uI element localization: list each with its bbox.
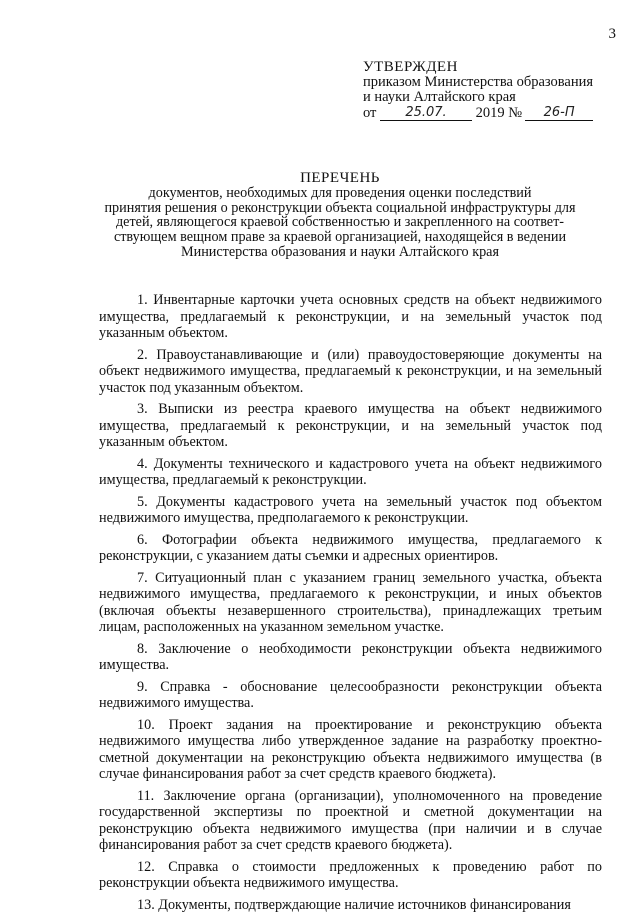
handwritten-date: 25.07. [380,105,472,121]
list-item: 12. Справка о стоимости предложенных к проведению работ по реконструкции объекта недвижимого имущества. [99,858,602,891]
list-item: 2. Правоустанавливающие и (или) правоудостоверяющие документы на объект недвижимого имущества, предлагаемый к реконструкции, и на земельный участок под указанным объектом. [99,346,602,396]
heading-line-1: документов, необходимых для проведения оценки последствий [148,184,532,201]
handwritten-order-number: 26-П [525,105,593,121]
list-item: 4. Документы технического и кадастрового учета на объект недвижимого имущества, предлагаемый к реконструкции. [99,455,602,488]
list-item: 9. Справка - обоснование целесообразности реконструкции объекта недвижимого имущества. [99,678,602,711]
approval-date-line [363,105,623,121]
document-list [99,292,602,918]
document-heading [60,171,620,260]
heading-line-4: ствующем вещном праве за краевой организацией, находящейся в ведении [113,229,567,246]
list-item: 11. Заключение органа (организации), уполномоченного на проведение государственной экспертизы по проектной и сметной документации на реконструкцию объекта недвижимого имущества (при наличии и в случае финансирования работ за счет средств краевого бюджета). [99,787,602,853]
page-number: 3 [608,26,616,42]
list-item: 8. Заключение о необходимости реконструкции объекта недвижимого имущества. [99,640,602,673]
list-item: 6. Фотографии объекта недвижимого имущества, предлагаемого к реконструкции, с указанием даты съемки и адресных ориентиров. [99,531,602,564]
approval-ministry-line: и науки Алтайского края [363,89,516,105]
approval-order-line: приказом Министерства образования [363,74,594,90]
heading-line-5: Министерства образования и науки Алтайского края [180,243,500,260]
list-item: 1. Инвентарные карточки учета основных средств на объект недвижимого имущества, предлагаемый к реконструкции, и на земельный участок под указанным объектом. [99,292,602,341]
list-item: 7. Ситуационный план с указанием границ земельного участка, объекта недвижимого имущества, предлагаемого к реконструкции, и иных объектов (включая объекты незавершенного строительства), принадлежащих третьим лицам, расположенных на указанном земельном участке. [99,569,602,635]
heading-line-2: принятия решения о реконструкции объекта социальной инфраструктуры для [104,199,576,216]
document-title: ПЕРЕЧЕНЬ [300,170,380,186]
approval-date-prefix: от [363,105,377,121]
approval-title: УТВЕРЖДЕН [363,59,458,75]
list-item: 13. Документы, подтверждающие наличие источников финансирования [137,896,571,913]
approval-year: 2019 № [475,105,523,121]
approval-block [363,60,623,121]
heading-line-3: детей, являющегося краевой собственностью и закрепленного на соответ- [115,214,565,231]
list-item: 3. Выписки из реестра краевого имущества на объект недвижимого имущества, предлагаемый к реконструкции, и на земельный участок под указанным объектом. [99,401,602,450]
list-item: 10. Проект задания на проектирование и реконструкцию объекта недвижимого имущества либо утвержденное задание на разработку проектно-сметной документации на реконструкцию объекта недвижимого имущества (в случае финансирования работ за счет средств краевого бюджета). [99,716,602,782]
list-item: 5. Документы кадастрового учета на земельный участок под объектом недвижимого имущества, предполагаемого к реконструкции. [99,493,602,526]
